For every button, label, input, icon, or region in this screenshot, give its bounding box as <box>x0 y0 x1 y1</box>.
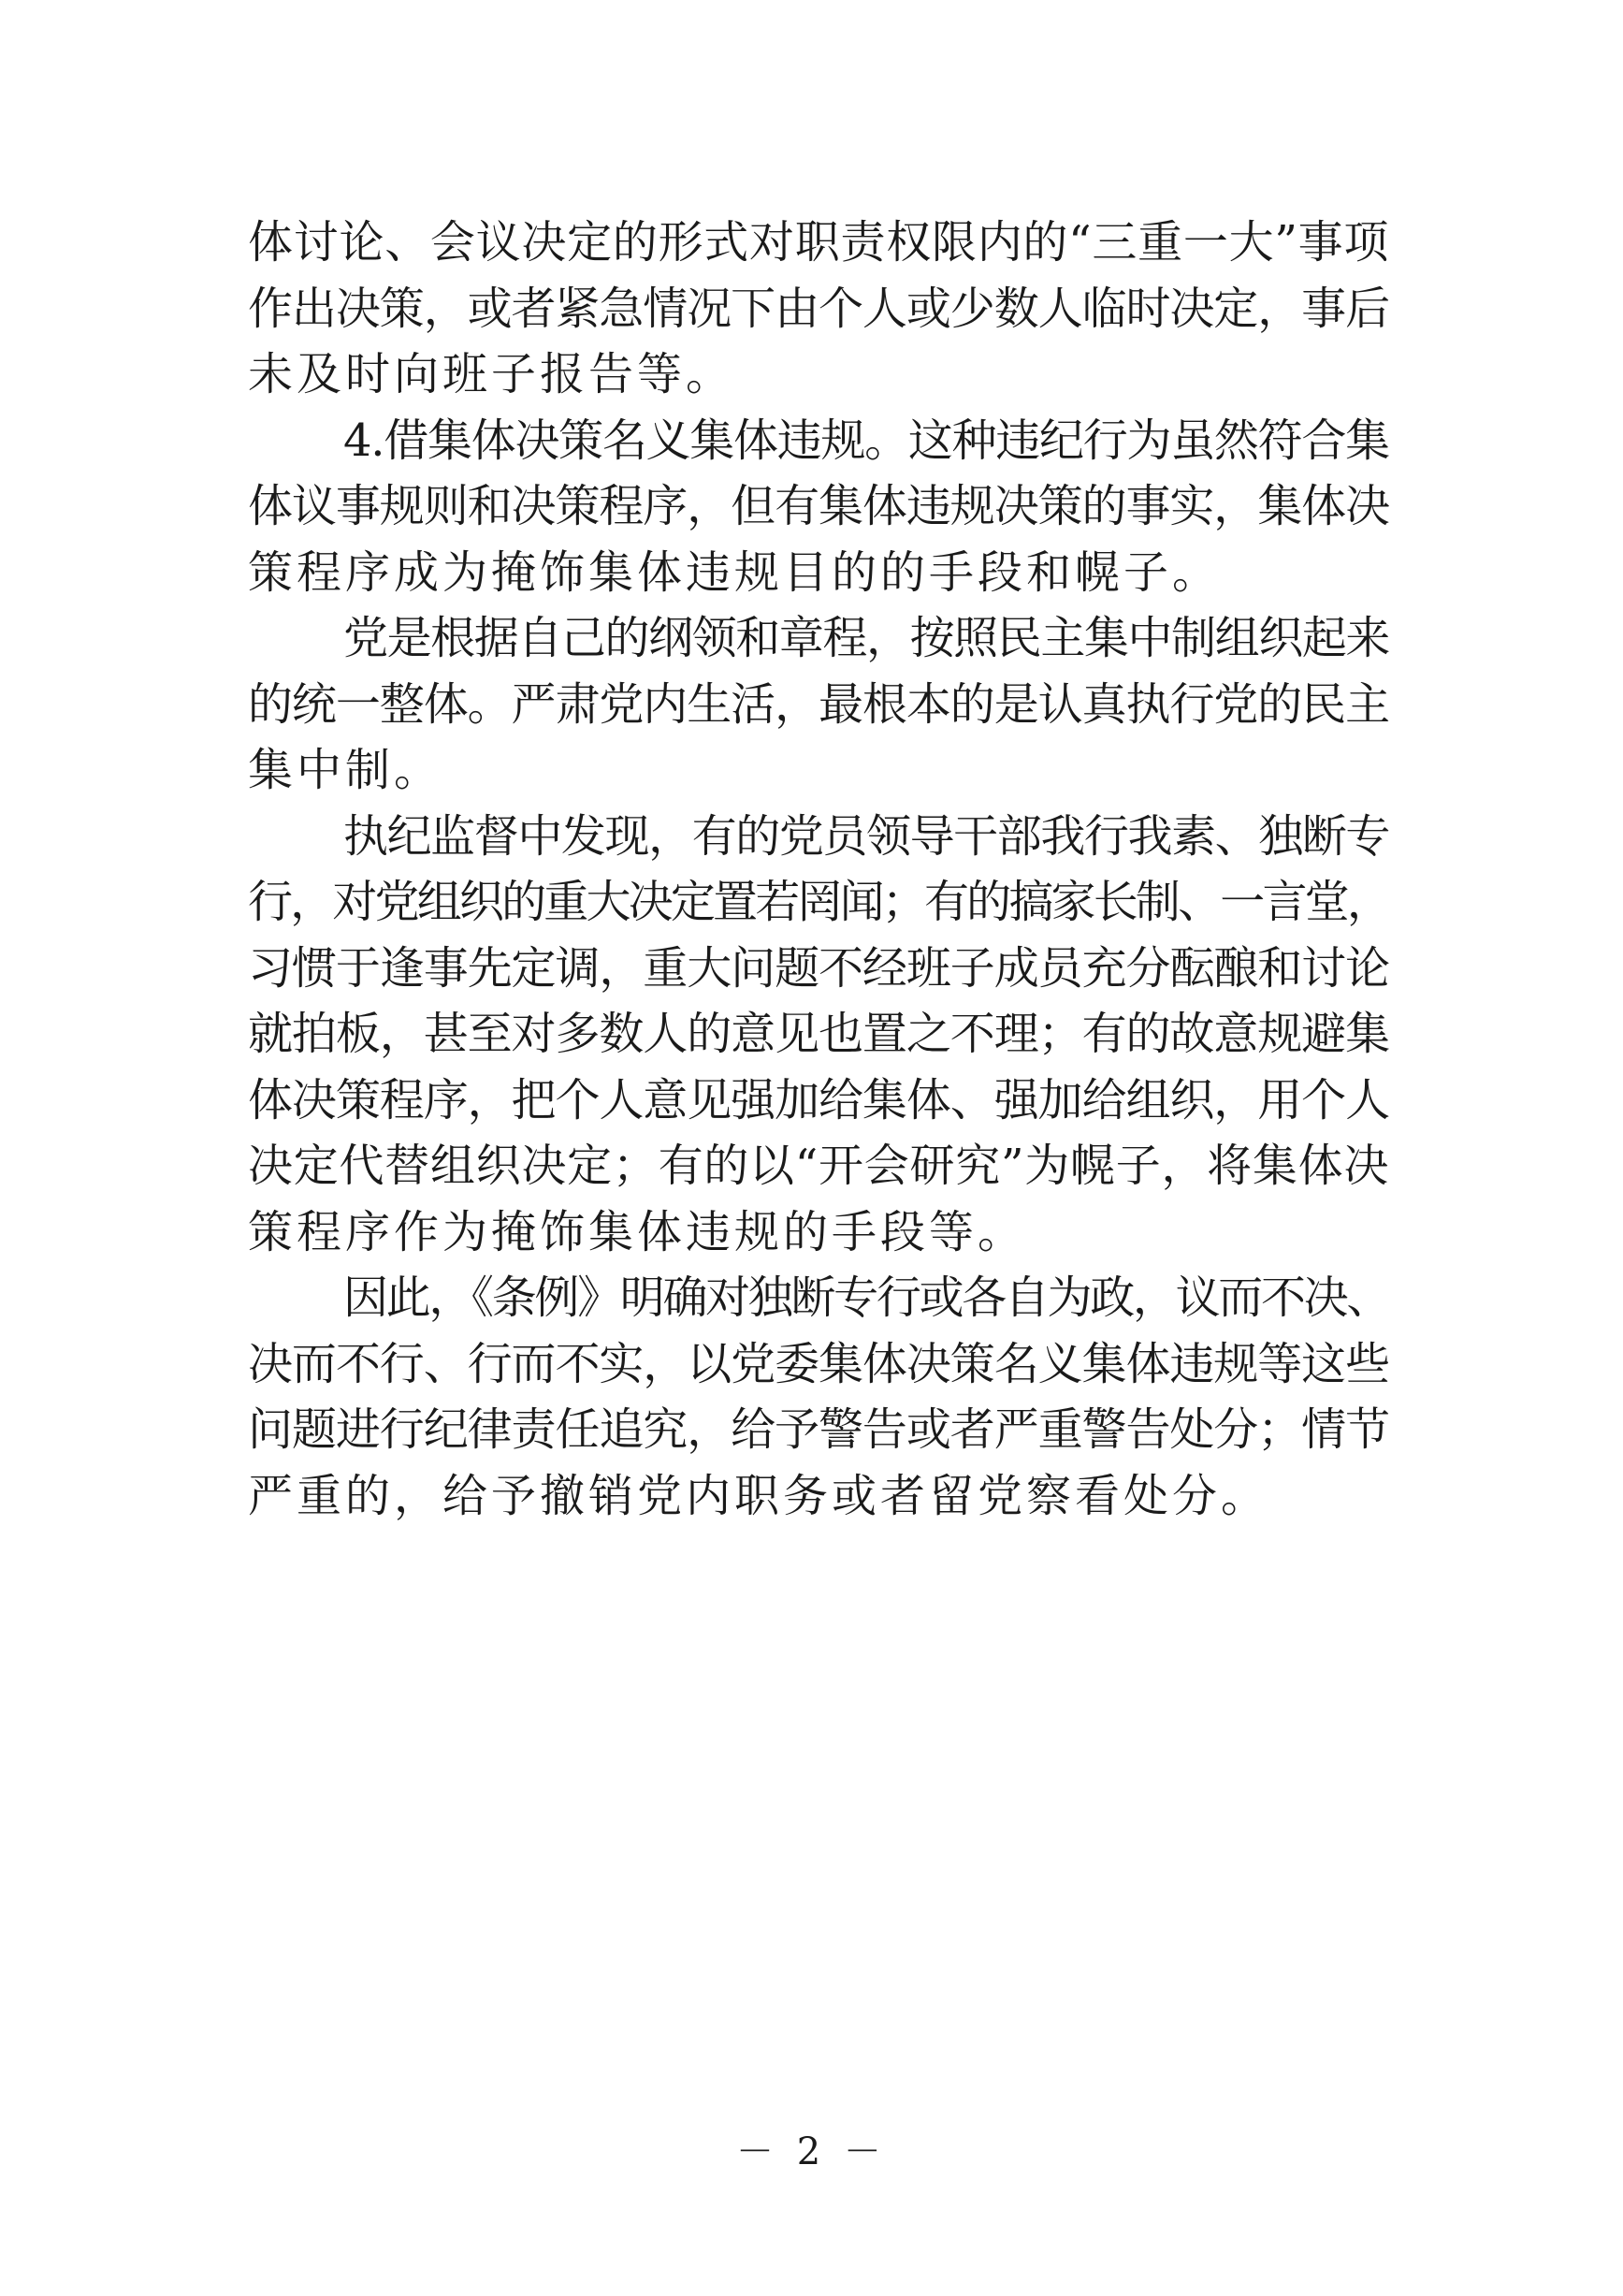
text-line: 的统一整体。严肃党内生活，最根本的是认真执行党的民主 <box>248 677 1390 731</box>
paragraph <box>248 605 1389 804</box>
text-line: 行，对党组织的重大决定置若罔闻；有的搞家长制、一言堂， <box>248 876 1390 928</box>
text-line: 决而不行、行而不实，以党委集体决策名义集体违规等这些 <box>248 1337 1390 1390</box>
text-line: 因此，《条例》明确对独断专行或各自为政，议而不决、 <box>343 1272 1390 1324</box>
text-line: 体决策程序，把个人意见强加给集体、强加给组织，用个人 <box>248 1073 1390 1126</box>
text-line: 集中制。 <box>248 744 443 796</box>
text-line: 习惯于逢事先定调，重大问题不经班子成员充分酝酿和讨论 <box>248 941 1390 995</box>
text-line: 执纪监督中发现，有的党员领导干部我行我素、独断专 <box>343 809 1390 863</box>
text-line: 就拍板，甚至对多数人的意见也置之不理；有的故意规避集 <box>248 1008 1390 1060</box>
text-line: 作出决策，或者紧急情况下由个人或少数人临时决定，事后 <box>248 282 1390 335</box>
text-line: 问题进行纪律责任追究，给予警告或者严重警告处分；情节 <box>248 1403 1390 1456</box>
paragraph <box>248 408 1389 606</box>
paragraph <box>248 210 1389 408</box>
text-line: 体讨论、会议决定的形式对职责权限内的“三重一大”事项 <box>248 216 1390 269</box>
text-line: 策程序成为掩饰集体违规目的的手段和幌子。 <box>248 545 1222 599</box>
text-line: 未及时向班子报告等。 <box>248 348 735 400</box>
paragraph <box>248 1265 1389 1529</box>
text-line: 体议事规则和决策程序，但有集体违规决策的事实，集体决 <box>248 480 1390 532</box>
paragraph <box>248 804 1389 1266</box>
text-line: 党是根据自己的纲领和章程，按照民主集中制组织起来 <box>343 612 1390 664</box>
text-line: 严重的，给予撤销党内职务或者留党察看处分。 <box>248 1469 1270 1522</box>
text-line: 决定代替组织决定；有的以“开会研究”为幌子，将集体决 <box>248 1140 1390 1192</box>
text-line: 策程序作为掩饰集体违规的手段等。 <box>248 1205 1027 1258</box>
document-body <box>248 210 1389 1529</box>
page-number: － 2 － <box>736 2130 887 2173</box>
text-line: 4.借集体决策名义集体违规。这种违纪行为虽然符合集 <box>343 414 1389 467</box>
